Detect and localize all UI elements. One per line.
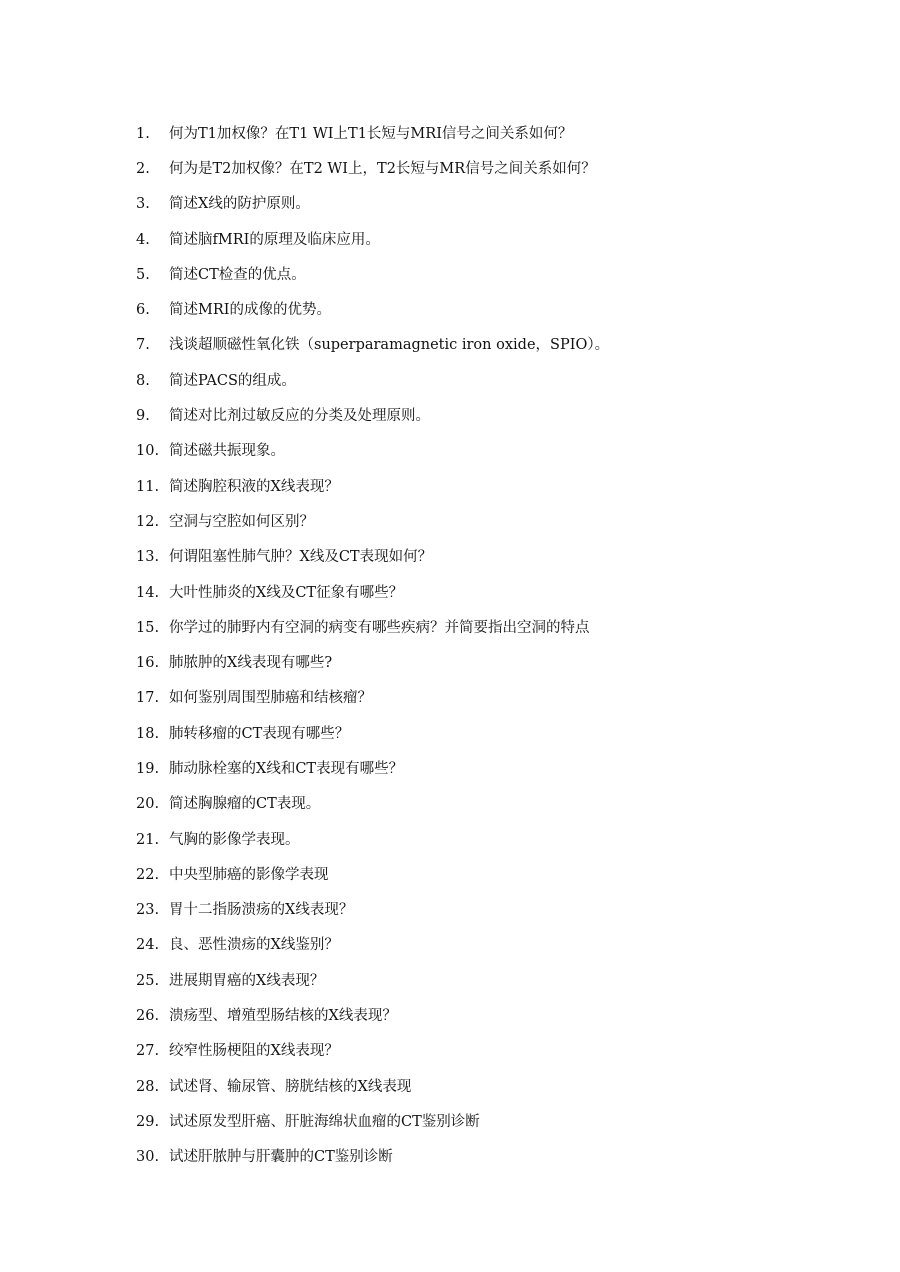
question-text: 试述肾、输尿管、膀胱结核的X线表现 (169, 1078, 412, 1095)
question-item (136, 292, 856, 327)
question-number: 15. (136, 619, 160, 636)
question-number: 4. (136, 231, 150, 248)
question-number: 5. (136, 266, 150, 283)
question-number: 24. (136, 937, 160, 954)
question-item (136, 928, 856, 963)
question-text: 浅谈超顺磁性氧化铁（superparamagnetic iron oxide，SPIO）。 (169, 337, 610, 354)
question-item (136, 1104, 856, 1139)
question-number: 12. (136, 513, 160, 530)
question-number: 26. (136, 1008, 160, 1025)
question-text: 肺动脉栓塞的X线和CT表现有哪些？ (169, 760, 404, 777)
question-text: 进展期胃癌的X线表现？ (169, 972, 325, 989)
question-number: 10. (136, 443, 160, 460)
question-item (136, 540, 856, 575)
question-item (136, 469, 856, 504)
question-text: 如何鉴别周围型肺癌和结核瘤？ (169, 690, 372, 707)
question-item (136, 787, 856, 822)
question-number: 6. (136, 302, 150, 319)
question-number: 11. (136, 478, 160, 495)
question-number: 21. (136, 831, 160, 848)
question-text: 简述胸腺瘤的CT表现。 (169, 796, 321, 813)
question-item (136, 257, 856, 292)
question-number: 3. (136, 196, 150, 213)
question-number: 20. (136, 796, 160, 813)
question-text: 简述X线的防护原则。 (169, 196, 310, 213)
question-text: 溃疡型、增殖型肠结核的X线表现？ (169, 1008, 397, 1025)
question-item (136, 504, 856, 539)
question-text: 简述胸腔积液的X线表现？ (169, 478, 339, 495)
question-text: 何为是T2加权像？在T2 WI上，T2长短与MR信号之间关系如何？ (169, 160, 596, 177)
question-item (136, 751, 856, 786)
question-text: 何为T1加权像？在T1 WI上T1长短与MRI信号之间关系如何？ (169, 125, 573, 142)
question-number: 22. (136, 866, 160, 883)
question-item (136, 681, 856, 716)
question-text: 胃十二指肠溃疡的X线表现？ (169, 902, 354, 919)
question-item (136, 822, 856, 857)
question-item (136, 398, 856, 433)
question-number: 8. (136, 372, 150, 389)
question-number: 7. (136, 337, 150, 354)
question-text: 简述MRI的成像的优势。 (169, 302, 331, 319)
question-item (136, 857, 856, 892)
question-item (136, 893, 856, 928)
question-number: 17. (136, 690, 160, 707)
question-item (136, 963, 856, 998)
question-number: 14. (136, 584, 160, 601)
question-item (136, 1034, 856, 1069)
question-item (136, 116, 856, 151)
question-text: 简述CT检查的优点。 (169, 266, 306, 283)
question-text: 试述肝脓肿与肝囊肿的CT鉴别诊断 (169, 1149, 393, 1166)
question-number: 13. (136, 549, 160, 566)
question-text: 简述磁共振现象。 (169, 443, 285, 460)
question-text: 何谓阻塞性肺气肿？X线及CT表现如何？ (169, 549, 433, 566)
question-text: 肺转移瘤的CT表现有哪些？ (169, 725, 350, 742)
question-item (136, 645, 856, 680)
question-text: 气胸的影像学表现。 (169, 831, 300, 848)
question-text: 绞窄性肠梗阻的X线表现？ (169, 1043, 339, 1060)
question-list (136, 116, 856, 1175)
question-item (136, 151, 856, 186)
question-number: 27. (136, 1043, 160, 1060)
question-number: 18. (136, 725, 160, 742)
question-number: 2. (136, 160, 150, 177)
question-text: 简述脑fMRI的原理及临床应用。 (169, 231, 380, 248)
question-text: 肺脓肿的X线表现有哪些? (169, 655, 333, 672)
question-item (136, 222, 856, 257)
question-number: 25. (136, 972, 160, 989)
question-text: 空洞与空腔如何区别？ (169, 513, 314, 530)
question-text: 你学过的肺野内有空洞的病变有哪些疾病？并简要指出空洞的特点 (169, 619, 590, 636)
question-number: 29. (136, 1113, 160, 1130)
question-number: 1. (136, 125, 150, 142)
question-text: 大叶性肺炎的X线及CT征象有哪些？ (169, 584, 404, 601)
question-item (136, 1140, 856, 1175)
question-number: 23. (136, 902, 160, 919)
question-number: 19. (136, 760, 160, 777)
question-item (136, 363, 856, 398)
question-item (136, 575, 856, 610)
question-item (136, 434, 856, 469)
question-item (136, 187, 856, 222)
question-text: 良、恶性溃疡的X线鉴别？ (169, 937, 339, 954)
question-text: 中央型肺癌的影像学表现 (169, 866, 329, 883)
question-item (136, 328, 856, 363)
question-text: 试述原发型肝癌、肝脏海绵状血瘤的CT鉴别诊断 (169, 1113, 480, 1130)
question-item (136, 610, 856, 645)
question-number: 30. (136, 1149, 160, 1166)
question-item (136, 716, 856, 751)
question-item (136, 998, 856, 1033)
question-number: 28. (136, 1078, 160, 1095)
question-text: 简述对比剂过敏反应的分类及处理原则。 (169, 408, 430, 425)
question-item (136, 1069, 856, 1104)
question-text: 简述PACS的组成。 (169, 372, 296, 389)
question-number: 9. (136, 408, 150, 425)
question-number: 16. (136, 655, 160, 672)
